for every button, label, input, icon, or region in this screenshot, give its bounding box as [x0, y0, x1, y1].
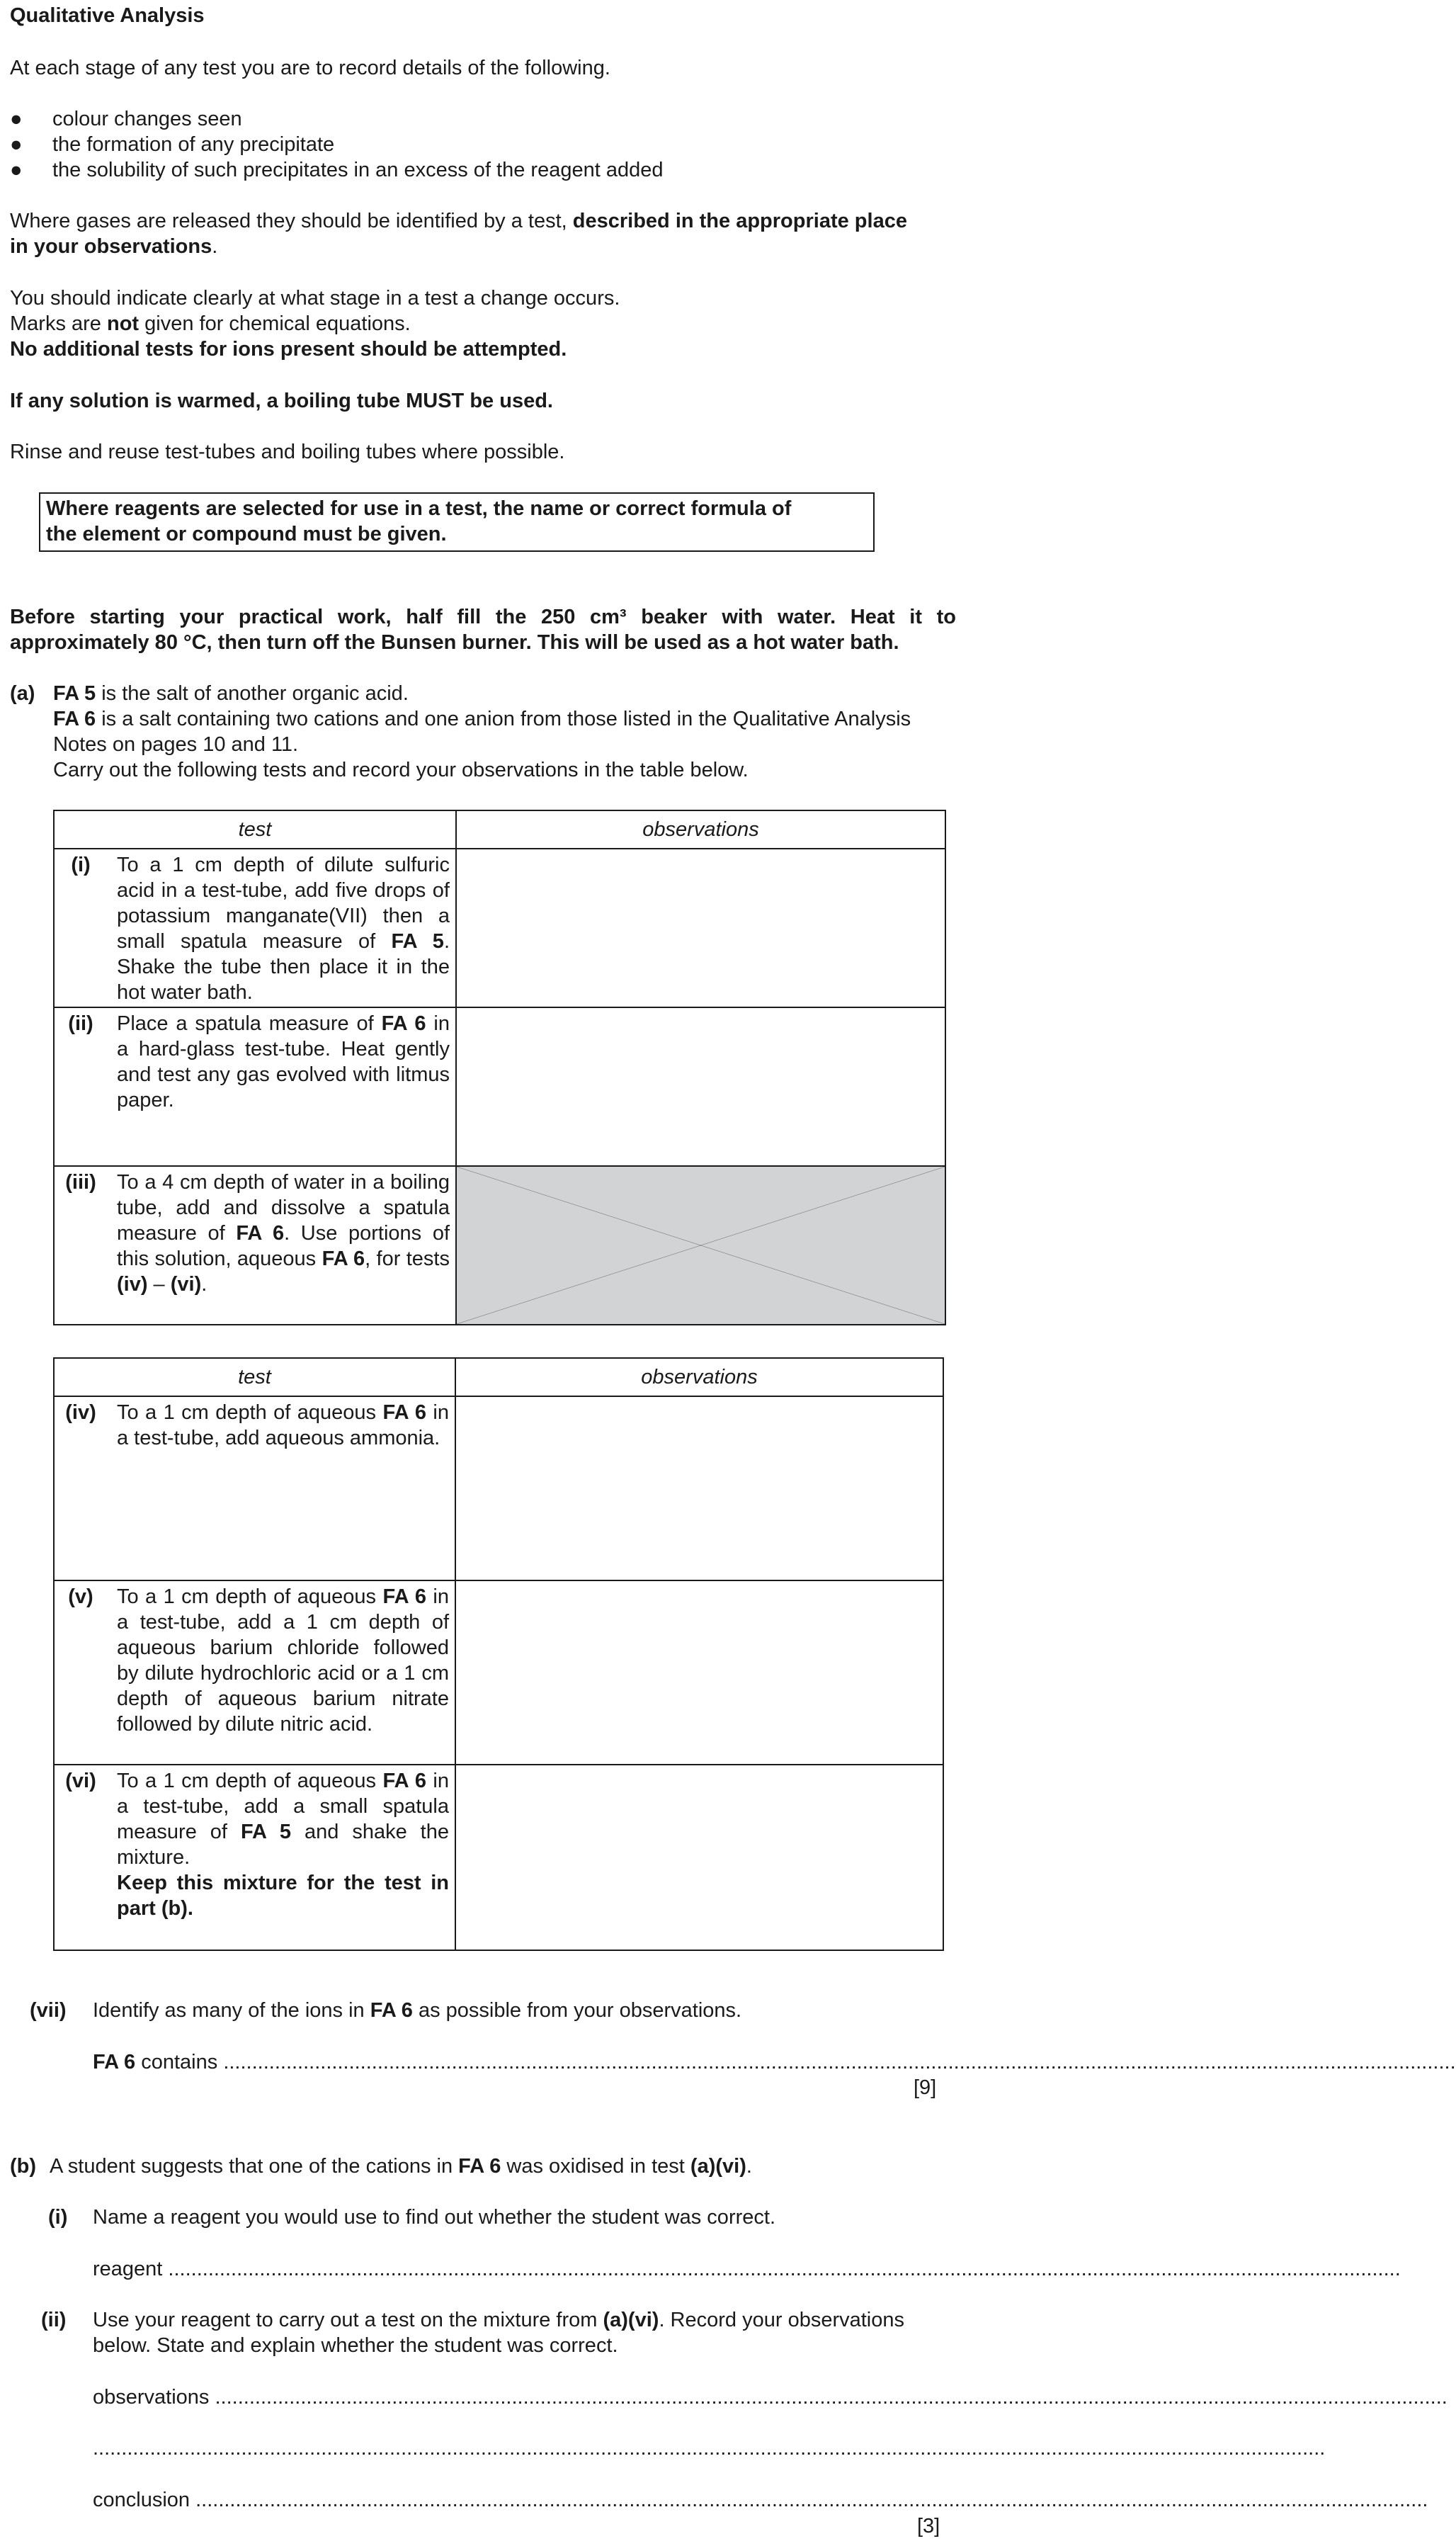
question-text: Use your reagent to carry out a test on the mixture from (a)(vi). Record your observations [93, 2309, 904, 2331]
test-number: (iii) [65, 1171, 96, 1194]
table-row [54, 1765, 943, 1950]
part-b-label: (b) [10, 2155, 37, 2178]
observations-column-header: observations [455, 1358, 943, 1396]
test-cell [54, 849, 456, 1007]
test-number: (iv) [65, 1401, 96, 1424]
observations-answer-line-2[interactable]: ........................................................................................................................................................................................................................ [93, 2437, 1326, 2460]
reagent-note-box: Where reagents are selected for use in a test, the name or correct formula of the element or compound must be given. [39, 492, 875, 552]
marks-instruction: Marks are not given for chemical equations. [10, 312, 411, 335]
rinse-instruction: Rinse and reuse test-tubes and boiling tubes where possible. [10, 441, 565, 463]
question-text: Identify as many of the ions in FA 6 as possible from your observations. [93, 1999, 742, 2022]
section-title: Qualitative Analysis [10, 4, 205, 27]
test-number: (i) [71, 854, 91, 876]
table-row [54, 1580, 943, 1765]
observation-answer-cell[interactable] [455, 1396, 943, 1580]
test-number: (v) [68, 1585, 93, 1608]
reagent-answer-line[interactable]: reagent ........................................................................................................................................................................................................................ [93, 2258, 1401, 2280]
question-text-cont: below. State and explain whether the student was correct. [93, 2334, 618, 2357]
no-tests-instruction: No additional tests for ions present should be attempted. [10, 338, 567, 361]
boiling-instruction: If any solution is warmed, a boiling tube MUST be used. [10, 390, 553, 412]
question-number: (ii) [41, 2309, 67, 2331]
table-instruction: Carry out the following tests and record your observations in the table below. [53, 759, 749, 781]
fa6-description: FA 6 is a salt containing two cations and one anion from those listed in the Qualitative Analysis [53, 708, 911, 730]
observations-column-header: observations [456, 810, 945, 849]
test-column-header: test [54, 810, 456, 849]
question-text: Name a reagent you would use to find out whether the student was correct. [93, 2206, 775, 2229]
gas-instruction-cont: in your observations. [10, 235, 218, 258]
bullet-icon: ● [10, 108, 23, 130]
test-cell [54, 1765, 455, 1950]
part-a-label: (a) [10, 682, 35, 705]
test-cell [54, 1396, 455, 1580]
water-bath-instruction-cont: approximately 80 °C, then turn off the Bunsen burner. This will be used as a hot water bath. [10, 631, 899, 654]
answer-line[interactable]: FA 6 contains ........................................................................................................................................................................................................................ [93, 2051, 1456, 2073]
observations-answer-line[interactable]: observations ........................................................................................................................................................................................................................ [93, 2386, 1448, 2409]
table-row [54, 1007, 945, 1166]
observation-answer-cell[interactable] [456, 1007, 945, 1166]
results-table-2 [53, 1357, 944, 1951]
test-description: To a 1 cm depth of aqueous FA 6 in a test-tube, add a 1 cm depth of aqueous barium chloride followed by dilute hydrochloric acid or a 1 cm depth of aqueous barium nitrate followed by dilute nitric acid. [117, 1585, 449, 1736]
test-cell [54, 1007, 456, 1166]
table-row [54, 1396, 943, 1580]
test-column-header: test [54, 1358, 455, 1396]
marks-label: [9] [914, 2076, 937, 2099]
question-text: A student suggests that one of the cations in FA 6 was oxidised in test (a)(vi). [50, 2155, 752, 2178]
bullet-icon: ● [10, 133, 23, 156]
test-cell [54, 1166, 456, 1325]
observation-answer-cell[interactable] [456, 849, 945, 1007]
gas-instruction: Where gases are released they should be identified by a test, described in the appropriate place [10, 210, 907, 232]
fa5-description: FA 5 is the salt of another organic acid. [53, 682, 409, 705]
marks-label: [3] [917, 2515, 940, 2537]
table-row [54, 1166, 945, 1325]
test-description: Place a spatula measure of FA 6 in a hard-glass test-tube. Heat gently and test any gas evolved with litmus paper. [117, 1012, 450, 1111]
observation-answer-cell[interactable] [455, 1580, 943, 1765]
table-row [54, 849, 945, 1007]
conclusion-answer-line[interactable]: conclusion ........................................................................................................................................................................................................................ [93, 2489, 1428, 2511]
question-number: (vii) [30, 1999, 67, 2022]
test-number: (ii) [68, 1012, 93, 1035]
question-number: (i) [48, 2206, 68, 2229]
fa6-description-cont: Notes on pages 10 and 11. [53, 733, 299, 756]
crossed-out-cell [456, 1166, 945, 1325]
test-cell [54, 1580, 455, 1765]
water-bath-instruction: Before starting your practical work, half fill the 250 cm³ beaker with water. Heat it to [10, 606, 956, 628]
stage-instruction: You should indicate clearly at what stage in a test a change occurs. [10, 287, 620, 310]
observation-answer-cell[interactable] [455, 1765, 943, 1950]
test-description: To a 1 cm depth of aqueous FA 6 in a test-tube, add aqueous ammonia. [117, 1401, 449, 1449]
test-description: To a 1 cm depth of aqueous FA 6 in a test-tube, add a small spatula measure of FA 5 and shake the mixture. Keep this mixture for the test in part (b). [117, 1770, 449, 1920]
test-number: (vi) [65, 1770, 96, 1792]
results-table-1 [53, 810, 946, 1325]
test-description: To a 1 cm depth of dilute sulfuric acid in a test-tube, add five drops of potassium manganate(VII) then a small spatula measure of FA 5. Shake the tube then place it in the hot water bath. [117, 854, 450, 1004]
intro-text: At each stage of any test you are to record details of the following. [10, 57, 610, 79]
cross-icon [457, 1167, 945, 1324]
test-description: To a 4 cm depth of water in a boiling tube, add and dissolve a spatula measure of FA 6. Use portions of this solution, aqueous FA 6, for tests (iv) – (vi). [117, 1171, 450, 1296]
bullet-icon: ● [10, 159, 23, 181]
